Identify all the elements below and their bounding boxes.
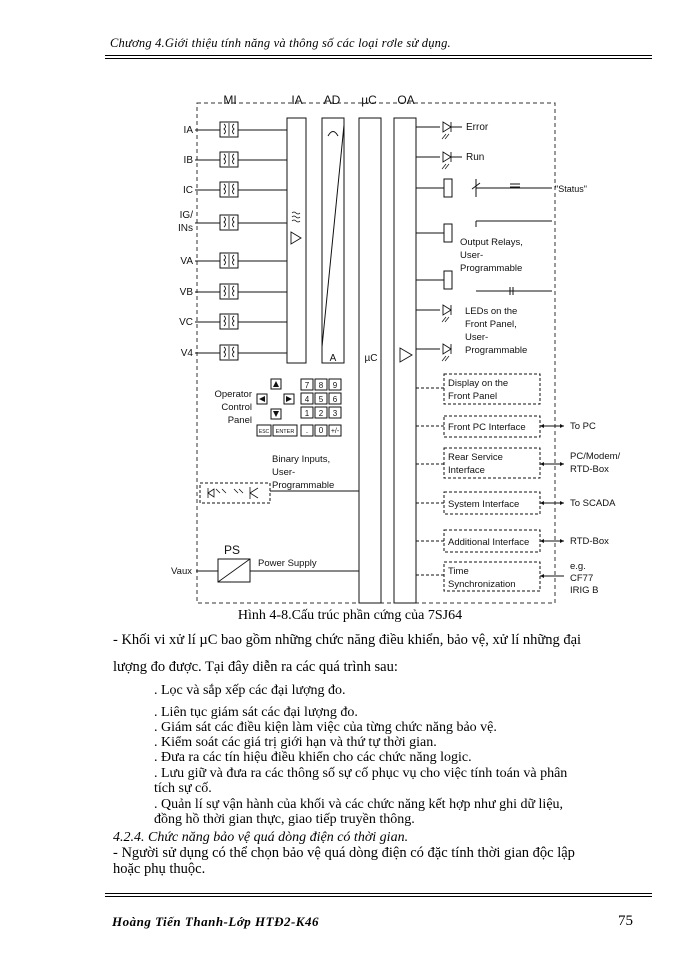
input-vc <box>179 314 287 329</box>
key-7: 7 <box>304 381 310 390</box>
footer-author: Hoàng Tiến Thanh-Lớp HTĐ2-K46 <box>112 914 319 929</box>
para2-line-2: hoặc phụ thuộc. <box>113 861 206 877</box>
key-plusminus: +/- <box>330 428 340 435</box>
relays-line-1: Output Relays, <box>460 237 523 248</box>
front-leds <box>416 305 527 361</box>
input-ig-label: IG/ <box>179 210 193 221</box>
op-label-2: Control <box>221 402 252 413</box>
vaux-label: Vaux <box>171 566 192 577</box>
list-item: . Đưa ra các tín hiệu điều khiển cho các chức năng logic. <box>154 750 472 765</box>
power-supply <box>171 543 359 582</box>
col-ad: AD <box>323 93 341 107</box>
ps-title: PS <box>224 543 241 557</box>
section-heading: 4.2.4. Chức năng bảo vệ quá dòng điện có thời gian. <box>113 830 409 845</box>
header-rule <box>105 55 652 56</box>
if-time-target-1: e.g. <box>570 561 586 572</box>
leds-line-2: Front Panel, <box>465 319 517 330</box>
list-item: . Giám sát các điều kiện làm việc của từng chức năng bảo vệ. <box>154 720 497 735</box>
if-system-label: System Interface <box>448 499 520 510</box>
error-led <box>416 122 489 139</box>
hardware-diagram <box>160 85 621 605</box>
if-front-pc-label: Front PC Interface <box>448 422 526 433</box>
input-va-label: VA <box>180 256 193 267</box>
input-ic <box>183 182 287 197</box>
key-3: 3 <box>332 409 338 418</box>
if-rear-target-1: PC/Modem/ <box>570 451 621 462</box>
col-ia: IA <box>291 93 303 107</box>
output-relays <box>416 221 552 295</box>
input-ib <box>184 152 287 167</box>
input-vc-label: VC <box>179 317 193 328</box>
input-ic-label: IC <box>183 185 193 196</box>
list-item: . Kiểm soát các giá trị giới hạn và thứ tự thời gian. <box>154 735 437 750</box>
relays-line-3: Programmable <box>460 263 523 274</box>
figure-caption: Hình 4-8.Cấu trúc phần cứng của 7SJ64 <box>237 608 463 623</box>
input-ia <box>184 122 287 137</box>
list-item: . Lọc và sắp xếp các đại lượng đo. <box>154 683 346 698</box>
if-time-target-2: CF77 <box>570 573 594 584</box>
input-ia-label: IA <box>183 125 193 136</box>
key-8: 8 <box>318 381 324 390</box>
oa-block <box>394 118 416 603</box>
key-5: 5 <box>318 395 324 404</box>
if-system <box>416 492 616 514</box>
leds-line-3: User- <box>465 332 489 343</box>
if-rear-service <box>416 448 621 478</box>
bi-line-1: Binary Inputs, <box>272 454 331 465</box>
if-time-sync <box>416 561 599 596</box>
input-v4-label: V4 <box>180 348 193 359</box>
header-rule-2 <box>105 58 652 59</box>
input-ig <box>178 210 287 234</box>
uc-label: µC <box>364 353 378 364</box>
key-6: 6 <box>332 395 338 404</box>
if-display-line-2: Front Panel <box>448 391 498 402</box>
input-ins-label: INs <box>178 223 193 234</box>
if-front-pc-target: To PC <box>570 421 596 432</box>
key-2: 2 <box>318 409 324 418</box>
list-item: . Quản lí sự vận hành của khối và các chức năng kết hợp như ghi dữ liệu, <box>154 797 564 812</box>
input-ib-label: IB <box>183 155 193 166</box>
col-uc: µC <box>361 93 377 107</box>
ps-supply-label: Power Supply <box>258 558 317 569</box>
if-additional-target: RTD-Box <box>570 536 609 547</box>
key-4: 4 <box>304 395 310 404</box>
op-label-1: Operator <box>214 389 252 400</box>
list-item: . Lưu giữ và đưa ra các thông số sự cố phục vụ cho việc tính toán và phân <box>154 766 568 781</box>
if-front-pc <box>416 416 596 437</box>
operator-panel <box>215 379 342 436</box>
if-rear-line-2: Interface <box>448 465 485 476</box>
leds-line-4: Programmable <box>465 345 528 356</box>
if-additional <box>416 530 609 552</box>
binary-inputs <box>200 454 359 503</box>
footer-rule-2 <box>105 896 652 897</box>
page-header: Chương 4.Giới thiệu tính năng và thông số các loại rơle sử dụng. <box>110 36 451 50</box>
input-vb-label: VB <box>179 287 193 298</box>
para2-line-1: - Người sử dụng có thể chọn bảo vệ quá dòng điện có đặc tính thời gian độc lập <box>113 845 575 861</box>
if-time-line-1: Time <box>448 566 469 577</box>
if-display <box>416 374 540 404</box>
input-va <box>180 253 287 268</box>
if-rear-line-1: Rear Service <box>448 452 503 463</box>
key-enter: ENTER <box>275 429 295 435</box>
if-additional-label: Additional Interface <box>448 537 530 548</box>
if-time-target-3: IRIG B <box>570 585 599 596</box>
leds-line-1: LEDs on the <box>465 306 518 317</box>
if-system-target: To SCADA <box>570 498 616 509</box>
col-oa: OA <box>397 93 415 107</box>
status-relay <box>416 179 587 197</box>
key-dot: . <box>305 426 309 435</box>
col-mi: MI <box>223 93 237 107</box>
key-1: 1 <box>304 409 310 418</box>
if-rear-target-2: RTD-Box <box>570 464 609 475</box>
status-label: "Status" <box>555 184 587 194</box>
list-item: đồng hồ thời gian thực, giao tiếp truyền thông. <box>154 812 415 827</box>
intro-line-1: - Khối vi xử lí µC bao gồm những chức năng điều khiển, bảo vệ, xử lí những đại <box>113 632 582 648</box>
run-label: Run <box>466 152 485 163</box>
bi-line-3: Programmable <box>272 480 335 491</box>
run-led <box>416 152 484 169</box>
bi-line-2: User- <box>272 467 296 478</box>
if-display-line-1: Display on the <box>448 378 509 389</box>
ad-label: A <box>329 353 337 364</box>
intro-line-2: lượng đo được. Tại đây diễn ra các quá trình sau: <box>113 659 398 675</box>
key-0: 0 <box>318 426 324 435</box>
if-time-line-2: Synchronization <box>448 579 516 590</box>
key-esc: ESC <box>258 429 270 435</box>
list-item: tích sự cố. <box>154 781 212 796</box>
input-vb <box>180 284 287 299</box>
op-label-3: Panel <box>227 415 252 426</box>
footer-rule <box>105 893 652 894</box>
key-9: 9 <box>332 381 338 390</box>
list-item: . Liên tục giám sát các đại lượng đo. <box>154 705 358 720</box>
page-number: 75 <box>618 913 633 929</box>
error-label: Error <box>466 122 489 133</box>
relays-line-2: User- <box>460 250 484 261</box>
